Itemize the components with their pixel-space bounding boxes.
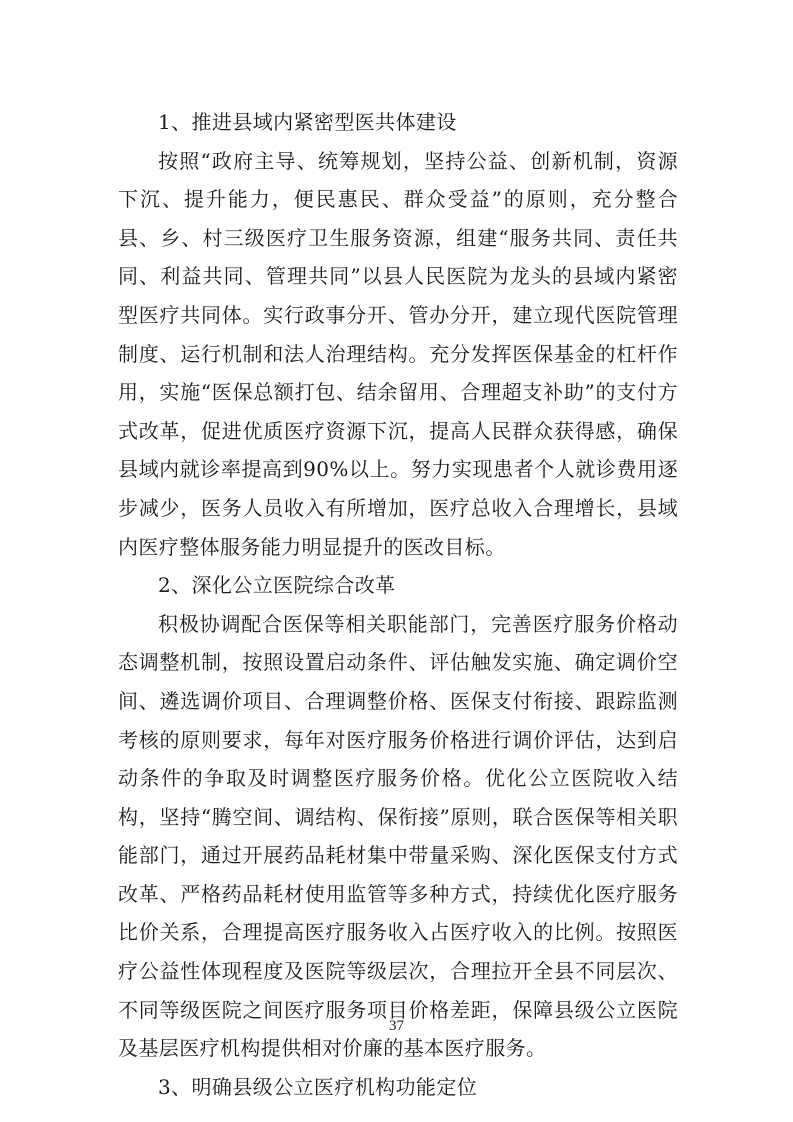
page-number: 37 bbox=[389, 1018, 404, 1034]
section-1-heading: 1、推进县域内紧密型医共体建设 bbox=[158, 110, 457, 134]
document-body bbox=[118, 103, 678, 1106]
section-2-heading: 2、深化公立医院综合改革 bbox=[158, 573, 396, 598]
section-1-paragraph: 按照“政府主导、统筹规划，坚持公益、创新机制，资源下沉、提升能力，便民惠民、群众受益”的原则，充分整合县、乡、村三级医疗卫生服务资源，组建“服务共同、责任共同、利益共同、管理共同”以县人民医院为龙头的县域内紧密型医疗共同体。实行政事分开、管办分开，建立现代医院管理制度、运行机制和法人治理结构。充分发挥医保基金的杠杆作用，实施“医保总额打包、结余留用、合理超支补助”的支付方式改革，促进优质医疗资源下沉，提高人民群众获得感，确保县域内就诊率提高到90%以上。努力实现患者个人就诊费用逐步减少，医务人员收入有所增加，医疗总收入合理增长，县域内医疗整体服务能力明显提升的医改目标。 bbox=[118, 148, 678, 559]
section-2-paragraph: 积极协调配合医保等相关职能部门，完善医疗服务价格动态调整机制，按照设置启动条件、评估触发实施、确定调价空间、遴选调价项目、合理调整价格、医保支付衔接、跟踪监测考核的原则要求，每年对医疗服务价格进行调价评估，达到启动条件的争取及时调整医疗服务价格。优化公立医院收入结构，坚持“腾空间、调结构、保衔接”原则，联合医保等相关职能部门，通过开展药品耗材集中带量采购、深化医保支付方式改革、严格药品耗材使用监管等多种方式，持续优化医疗服务比价关系，合理提高医疗服务收入占医疗收入的比例。按照医疗公益性体现程度及医院等级层次，合理拉开全县不同层次、不同等级医院之间医疗服务项目价格差距，保障县级公立医院及基层医疗机构提供相对价廉的基本医疗服务。 bbox=[118, 611, 678, 1061]
section-3-heading: 3、明确县级公立医疗机构功能定位 bbox=[158, 1074, 478, 1099]
